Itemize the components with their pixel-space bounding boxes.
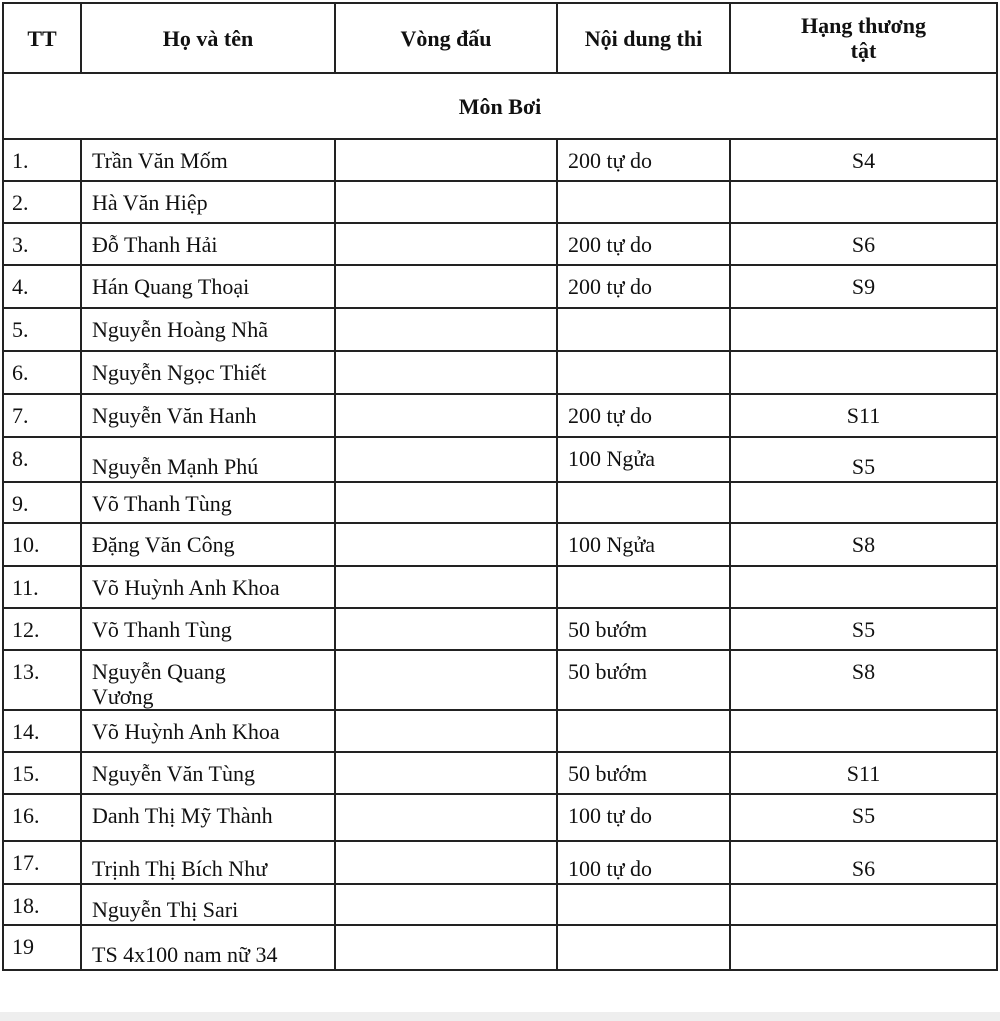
athlete-name: Đặng Văn Công — [81, 523, 335, 566]
athlete-name: Nguyễn Mạnh Phú — [81, 437, 335, 482]
event-cell — [557, 566, 730, 608]
row-number: 9. — [3, 482, 81, 523]
event-cell — [557, 925, 730, 970]
disability-class — [730, 566, 997, 608]
row-number: 10. — [3, 523, 81, 566]
event-cell — [557, 884, 730, 925]
event-cell: 100 Ngửa — [557, 437, 730, 482]
header-event: Nội dung thi — [557, 3, 730, 73]
disability-class: S9 — [730, 265, 997, 308]
table-row — [3, 752, 997, 794]
round-cell — [335, 608, 557, 650]
table-row — [3, 308, 997, 351]
row-number: 18. — [3, 884, 81, 925]
table-row — [3, 523, 997, 566]
disability-class: S6 — [730, 223, 997, 265]
round-cell — [335, 650, 557, 710]
athlete-name: Trịnh Thị Bích Như — [81, 841, 335, 884]
row-number: 3. — [3, 223, 81, 265]
athlete-name: Nguyễn Văn Tùng — [81, 752, 335, 794]
event-cell — [557, 351, 730, 394]
table-row — [3, 608, 997, 650]
disability-class — [730, 710, 997, 752]
section-row — [3, 73, 997, 139]
athlete-table — [2, 2, 998, 971]
table-row — [3, 351, 997, 394]
event-cell: 200 tự do — [557, 139, 730, 181]
event-cell: 200 tự do — [557, 223, 730, 265]
row-number: 17. — [3, 841, 81, 884]
disability-class: S5 — [730, 437, 997, 482]
disability-class: S5 — [730, 794, 997, 841]
athlete-name: TS 4x100 nam nữ 34 — [81, 925, 335, 970]
round-cell — [335, 925, 557, 970]
round-cell — [335, 181, 557, 223]
round-cell — [335, 841, 557, 884]
row-number: 13. — [3, 650, 81, 710]
row-number: 11. — [3, 566, 81, 608]
athlete-name: Nguyễn Ngọc Thiết — [81, 351, 335, 394]
event-cell — [557, 482, 730, 523]
table-row — [3, 884, 997, 925]
table-row — [3, 181, 997, 223]
athlete-name: Danh Thị Mỹ Thành — [81, 794, 335, 841]
athlete-name: Trần Văn Mốm — [81, 139, 335, 181]
disability-class: S8 — [730, 523, 997, 566]
round-cell — [335, 394, 557, 437]
athlete-name: Hà Văn Hiệp — [81, 181, 335, 223]
table-row — [3, 925, 997, 970]
event-cell — [557, 308, 730, 351]
table-row — [3, 437, 997, 482]
row-number: 6. — [3, 351, 81, 394]
athlete-name: Đỗ Thanh Hải — [81, 223, 335, 265]
event-cell: 50 bướm — [557, 608, 730, 650]
round-cell — [335, 437, 557, 482]
row-number: 16. — [3, 794, 81, 841]
row-number: 1. — [3, 139, 81, 181]
event-cell: 50 bướm — [557, 752, 730, 794]
row-number: 4. — [3, 265, 81, 308]
round-cell — [335, 265, 557, 308]
table-row — [3, 394, 997, 437]
round-cell — [335, 223, 557, 265]
disability-class — [730, 351, 997, 394]
athlete-name: Nguyễn Thị Sari — [81, 884, 335, 925]
row-number: 8. — [3, 437, 81, 482]
table-row — [3, 794, 997, 841]
round-cell — [335, 351, 557, 394]
disability-class: S8 — [730, 650, 997, 710]
disability-class — [730, 181, 997, 223]
table-row — [3, 139, 997, 181]
round-cell — [335, 139, 557, 181]
table-row — [3, 482, 997, 523]
row-number: 5. — [3, 308, 81, 351]
event-cell: 100 tự do — [557, 841, 730, 884]
round-cell — [335, 523, 557, 566]
section-title: Môn Bơi — [3, 73, 997, 139]
disability-class — [730, 482, 997, 523]
row-number: 15. — [3, 752, 81, 794]
round-cell — [335, 308, 557, 351]
disability-class — [730, 308, 997, 351]
athlete-name: Hán Quang Thoại — [81, 265, 335, 308]
event-cell: 200 tự do — [557, 394, 730, 437]
athlete-name: Nguyễn Quang Vương — [81, 650, 335, 710]
athlete-name: Võ Huỳnh Anh Khoa — [81, 566, 335, 608]
athlete-name: Võ Thanh Tùng — [81, 482, 335, 523]
row-number: 14. — [3, 710, 81, 752]
event-cell: 100 Ngửa — [557, 523, 730, 566]
event-cell: 100 tự do — [557, 794, 730, 841]
row-number: 7. — [3, 394, 81, 437]
header-class: Hạng thương tật — [730, 3, 997, 73]
table-row — [3, 841, 997, 884]
header-name: Họ và tên — [81, 3, 335, 73]
athlete-name: Võ Huỳnh Anh Khoa — [81, 710, 335, 752]
page-bottom-strip — [0, 1012, 1000, 1021]
round-cell — [335, 566, 557, 608]
header-tt: TT — [3, 3, 81, 73]
disability-class: S11 — [730, 394, 997, 437]
table-row — [3, 566, 997, 608]
event-cell — [557, 710, 730, 752]
row-number: 2. — [3, 181, 81, 223]
row-number: 19 — [3, 925, 81, 970]
table-row — [3, 650, 997, 710]
header-round: Vòng đấu — [335, 3, 557, 73]
round-cell — [335, 794, 557, 841]
athlete-name: Nguyễn Hoàng Nhã — [81, 308, 335, 351]
disability-class: S5 — [730, 608, 997, 650]
athlete-name: Nguyễn Văn Hanh — [81, 394, 335, 437]
disability-class: S11 — [730, 752, 997, 794]
round-cell — [335, 710, 557, 752]
table-row — [3, 710, 997, 752]
disability-class — [730, 925, 997, 970]
table-row — [3, 223, 997, 265]
round-cell — [335, 482, 557, 523]
event-cell — [557, 181, 730, 223]
disability-class: S6 — [730, 841, 997, 884]
round-cell — [335, 752, 557, 794]
event-cell: 50 bướm — [557, 650, 730, 710]
table-row — [3, 265, 997, 308]
disability-class: S4 — [730, 139, 997, 181]
event-cell: 200 tự do — [557, 265, 730, 308]
round-cell — [335, 884, 557, 925]
athlete-name: Võ Thanh Tùng — [81, 608, 335, 650]
disability-class — [730, 884, 997, 925]
row-number: 12. — [3, 608, 81, 650]
header-row — [3, 3, 997, 73]
